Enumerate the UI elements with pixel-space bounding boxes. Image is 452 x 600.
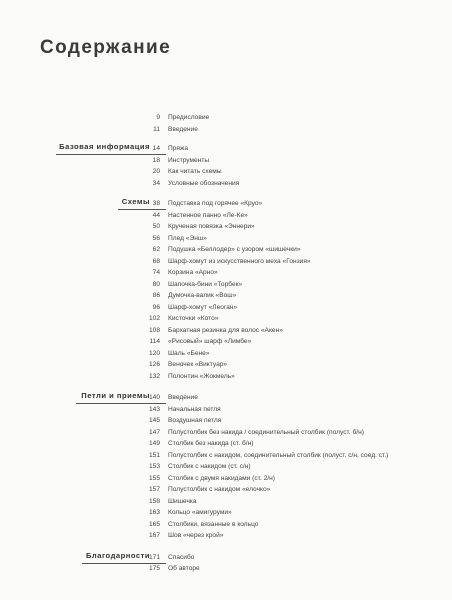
toc-entry[interactable] [0, 256, 452, 268]
toc-entry[interactable] [0, 415, 452, 427]
toc-entry[interactable] [0, 496, 452, 508]
toc-entry-title: Подставка под горячее «Круо» [168, 200, 263, 207]
toc-entry-title: Полустолбик без накида / соединительный столбик (полуст. б/н) [168, 428, 364, 436]
toc-entry-page: 120 [148, 349, 160, 357]
toc-entry-page: 108 [148, 326, 160, 334]
section-heading-label: Петли и приемы [81, 391, 150, 400]
toc-entry-page: 147 [148, 428, 160, 436]
toc-entry-page: 68 [152, 257, 160, 265]
table-of-contents [0, 112, 452, 575]
toc-entry[interactable] [0, 155, 452, 167]
toc-entry-title: Как читать схемы [168, 168, 222, 175]
toc-entry-title: Настенное панно «Ле-Ке» [168, 211, 248, 219]
toc-entry-title: Шарф-хомут «Леоган» [168, 303, 238, 311]
toc-entry-page: 80 [152, 280, 160, 288]
toc-entry-page: 163 [148, 509, 160, 516]
toc-section-stitches [0, 392, 452, 542]
toc-entry-title: Спасибо [168, 553, 195, 561]
toc-entry[interactable] [0, 178, 452, 190]
toc-entry-title: Кисточки «Кото» [168, 315, 219, 322]
toc-entry-page: 11 [153, 125, 160, 133]
toc-entry-title: Полустолбик с накидом «елочко» [168, 486, 271, 493]
toc-entry[interactable] [0, 290, 452, 302]
toc-entry-title: Полустолбик с накидом, соединительный столбик (полуст. с/н, соед. ст.) [168, 451, 389, 459]
toc-entry-page: 140 [148, 394, 160, 401]
toc-entry[interactable] [0, 484, 452, 496]
section-heading-label: Базовая информация [59, 142, 150, 151]
toc-entry[interactable] [0, 336, 452, 348]
toc-entry-page: 102 [148, 315, 160, 322]
toc-entry[interactable] [0, 233, 452, 245]
toc-entry-page: 50 [152, 223, 160, 230]
toc-entry-title: Думочка-валик «Вош» [168, 292, 237, 299]
toc-entry-title: Начальная петля [168, 405, 221, 413]
toc-entry[interactable] [0, 359, 452, 371]
toc-entry-title: Воздушная петля [168, 417, 222, 424]
toc-entry[interactable] [0, 348, 452, 360]
toc-entry-title: Крученая повязка «Эннери» [168, 223, 255, 230]
toc-entry[interactable] [0, 267, 452, 279]
toc-entry[interactable] [0, 198, 452, 210]
toc-entry-page: 20 [152, 168, 160, 175]
toc-entry-title: Кольцо «амигуруми» [168, 509, 232, 516]
toc-entry-page: 145 [148, 417, 160, 424]
toc-section-intro [0, 112, 452, 135]
toc-entry[interactable] [0, 427, 452, 439]
toc-entry[interactable] [0, 552, 452, 564]
toc-entry-title: Плед «Энш» [168, 234, 207, 242]
toc-entry[interactable] [0, 166, 452, 178]
toc-entry-title: Полонтин «Жокмель» [168, 372, 235, 380]
toc-entry[interactable] [0, 507, 452, 519]
toc-entry-page: 165 [148, 520, 160, 528]
section-heading-label: Благодарности [85, 550, 150, 560]
toc-entry-page: 158 [148, 497, 160, 505]
toc-entry-title: Столбик с двумя накидами (ст. 2/н) [168, 474, 275, 482]
toc-entry[interactable] [0, 404, 452, 416]
toc-entry[interactable] [0, 143, 452, 155]
toc-entry[interactable] [0, 313, 452, 325]
toc-entry-title: Столбик без накида (ст. б/н) [168, 440, 254, 447]
toc-entry-title: Условные обозначения [168, 179, 240, 187]
toc-entry-page: 14 [152, 145, 160, 152]
toc-entry-page: 38 [152, 200, 160, 207]
toc-section-thanks [0, 552, 452, 575]
toc-entry-title: Инструменты [168, 156, 210, 164]
toc-entry-page: 96 [152, 303, 160, 311]
toc-entry-page: 149 [148, 440, 160, 447]
toc-entry-title: Предисловие [168, 114, 210, 121]
toc-entry-title: Шаль «Бене» [168, 349, 210, 357]
toc-entry-page: 167 [148, 532, 160, 539]
toc-entry[interactable] [0, 124, 452, 136]
toc-entry[interactable] [0, 210, 452, 222]
toc-section-basics [0, 143, 452, 189]
toc-section-patterns [0, 198, 452, 382]
toc-entry[interactable] [0, 279, 452, 291]
toc-entry-title: Веночек «Виктуар» [168, 361, 228, 368]
toc-entry[interactable] [0, 325, 452, 337]
toc-entry-title: Корзина «Арно» [168, 269, 218, 276]
toc-entry-page: 62 [152, 246, 160, 253]
toc-entry-page: 157 [148, 486, 160, 493]
toc-entry-title: Пряжа [168, 145, 188, 152]
toc-entry-page: 151 [148, 451, 160, 459]
page-title: Содержание [40, 37, 172, 58]
toc-entry-title: Введение [168, 125, 198, 133]
toc-entry-title: Об авторе [168, 565, 200, 572]
section-heading-label: Схемы [121, 197, 150, 206]
toc-entry-page: 56 [152, 234, 160, 242]
toc-entry-page: 171 [148, 553, 160, 561]
toc-entry-title: Шарф-хомут из искусственного меха «Гонзия» [168, 257, 311, 265]
toc-entry[interactable] [0, 371, 452, 383]
toc-entry-title: «Рисовый» шарф «Лимбе» [168, 338, 252, 345]
toc-entry-page: 175 [148, 565, 160, 572]
toc-entry[interactable] [0, 450, 452, 462]
toc-entry[interactable] [0, 530, 452, 542]
toc-entry-page: 18 [152, 156, 160, 164]
toc-entry-title: Введение [168, 394, 198, 401]
toc-entry-page: 74 [152, 269, 160, 276]
toc-entry-title: Столбик с накидом (ст. с/н) [168, 463, 251, 470]
toc-entry[interactable] [0, 112, 452, 124]
toc-entry[interactable] [0, 392, 452, 404]
toc-entry[interactable] [0, 519, 452, 531]
toc-entry-title: Подушка «Беллодер» с узором «шишечки» [168, 246, 301, 253]
toc-entry-title: Шишечка [168, 497, 197, 505]
toc-entry-title: Столбики, вязанные в кольцо [168, 520, 259, 528]
toc-entry-title: Шапочка-бини «Торбек» [168, 280, 243, 288]
toc-entry[interactable] [0, 221, 452, 233]
toc-entry-page: 155 [148, 474, 160, 482]
toc-entry-title: Бархатная резинка для волос «Акен» [168, 326, 283, 334]
toc-entry-page: 126 [148, 361, 160, 368]
toc-entry[interactable] [0, 438, 452, 450]
toc-entry-page: 9 [156, 114, 160, 121]
toc-entry-page: 114 [149, 338, 160, 345]
toc-entry-page: 34 [152, 179, 160, 187]
toc-entry-page: 132 [148, 372, 160, 380]
toc-entry-page: 44 [152, 211, 160, 219]
toc-entry[interactable] [0, 244, 452, 256]
toc-entry[interactable] [0, 461, 452, 473]
toc-entry[interactable] [0, 302, 452, 314]
toc-entry-page: 153 [148, 463, 160, 470]
toc-entry[interactable] [0, 473, 452, 485]
toc-entry-page: 86 [152, 292, 160, 299]
toc-entry-title: Шов «через крой» [168, 532, 224, 539]
toc-entry[interactable] [0, 563, 452, 575]
toc-entry-page: 143 [148, 405, 160, 413]
